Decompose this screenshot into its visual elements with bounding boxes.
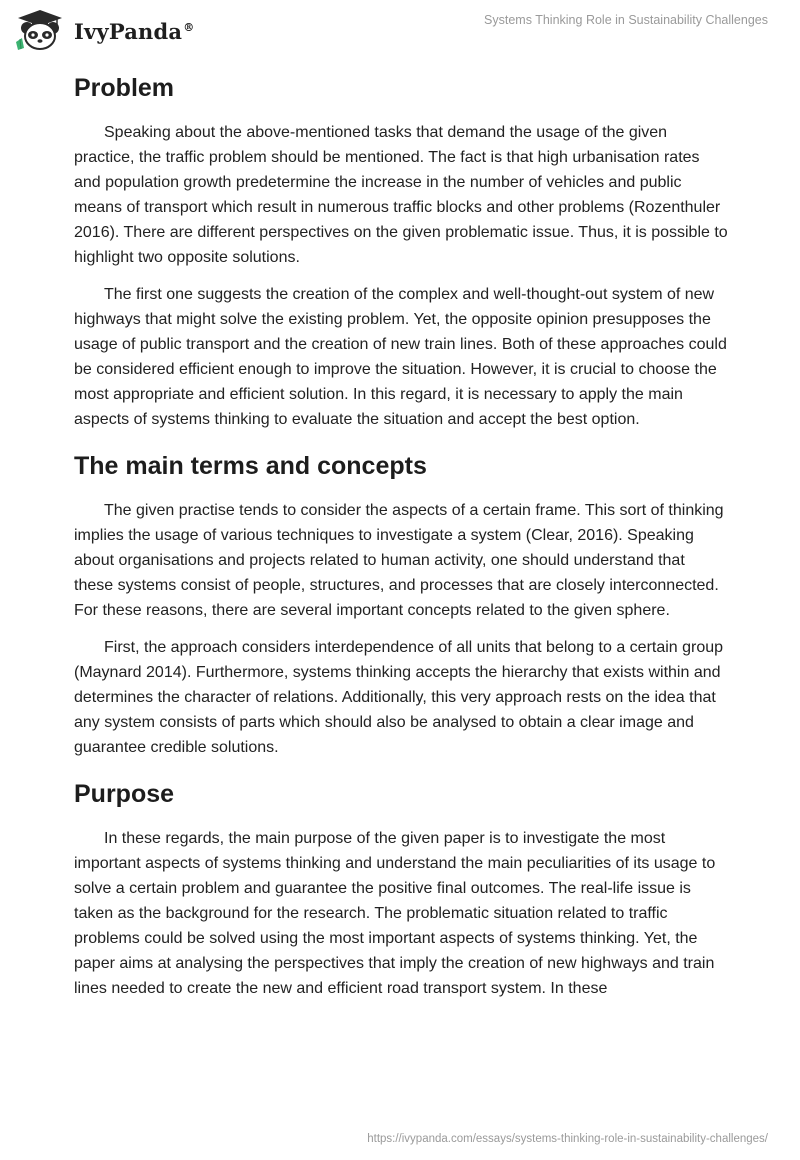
source-url[interactable]: https://ivypanda.com/essays/systems-thinking-role-in-sustainability-challenges/ — [367, 1133, 768, 1145]
paragraph: The first one suggests the creation of the complex and well-thought-out system of new highways that might solve the existing problem. Yet, the opposite opinion presupposes the usage of public transport and the creation of new train lines. Both of these approaches could be considered efficient enough to improve the situation. However, it is crucial to choose the most appropriate and efficient solution. In this regard, it is necessary to apply the main aspects of systems thinking to evaluate the situation and accept the best option. — [74, 286, 727, 428]
document-title: Systems Thinking Role in Sustainability Challenges — [484, 13, 768, 27]
paragraph: Speaking about the above-mentioned tasks that demand the usage of the given practice, the traffic problem should be mentioned. The fact is that high urbanisation rates and population growth predetermine the increase in the number of vehicles and public means of transport which result in numerous traffic blocks and other problems (Rozenthuler 2016). There are different perspectives on the given problematic issue. Thus, it is possible to highlight two opposite solutions. — [74, 124, 728, 266]
section-heading: Problem — [74, 74, 175, 102]
logo-text: IvyPanda® — [74, 18, 195, 44]
section-problem — [74, 72, 728, 432]
essay-content — [74, 72, 728, 1013]
section-main-terms — [74, 450, 728, 760]
panda-logo-icon — [12, 8, 68, 52]
paragraph: In these regards, the main purpose of the given paper is to investigate the most important aspects of systems thinking and understand the main peculiarities of its usage to solve a certain problem and guarantee the positive final outcomes. The real-life issue is taken as the background for the research. The problematic situation related to traffic problems could be solved using the most important aspects of systems thinking. Yet, the paper aims at analysing the perspectives that imply the creation of new highways and train lines needed to create the new and efficient road transport system. In these — [74, 830, 716, 997]
page-header — [0, 0, 800, 60]
paragraph: The given practise tends to consider the aspects of a certain frame. This sort of thinking implies the usage of various techniques to investigate a system (Clear, 2016). Speaking about organisations and projects related to human activity, one should understand that these systems consist of people, structures, and processes that are closely interconnected. For these reasons, there are several important concepts related to the given sphere. — [74, 502, 724, 619]
ivypanda-logo[interactable] — [12, 8, 194, 52]
paragraph: First, the approach considers interdependence of all units that belong to a certain group (Maynard 2014). Furthermore, systems thinking accepts the hierarchy that exists within and determines the character of relations. Additionally, this very approach rests on the idea that any system consists of parts which should also be analysed to obtain a clear image and guarantee credible solutions. — [74, 639, 724, 756]
section-heading: Purpose — [74, 780, 175, 808]
section-purpose — [74, 778, 728, 1001]
section-heading: The main terms and concepts — [74, 452, 427, 480]
